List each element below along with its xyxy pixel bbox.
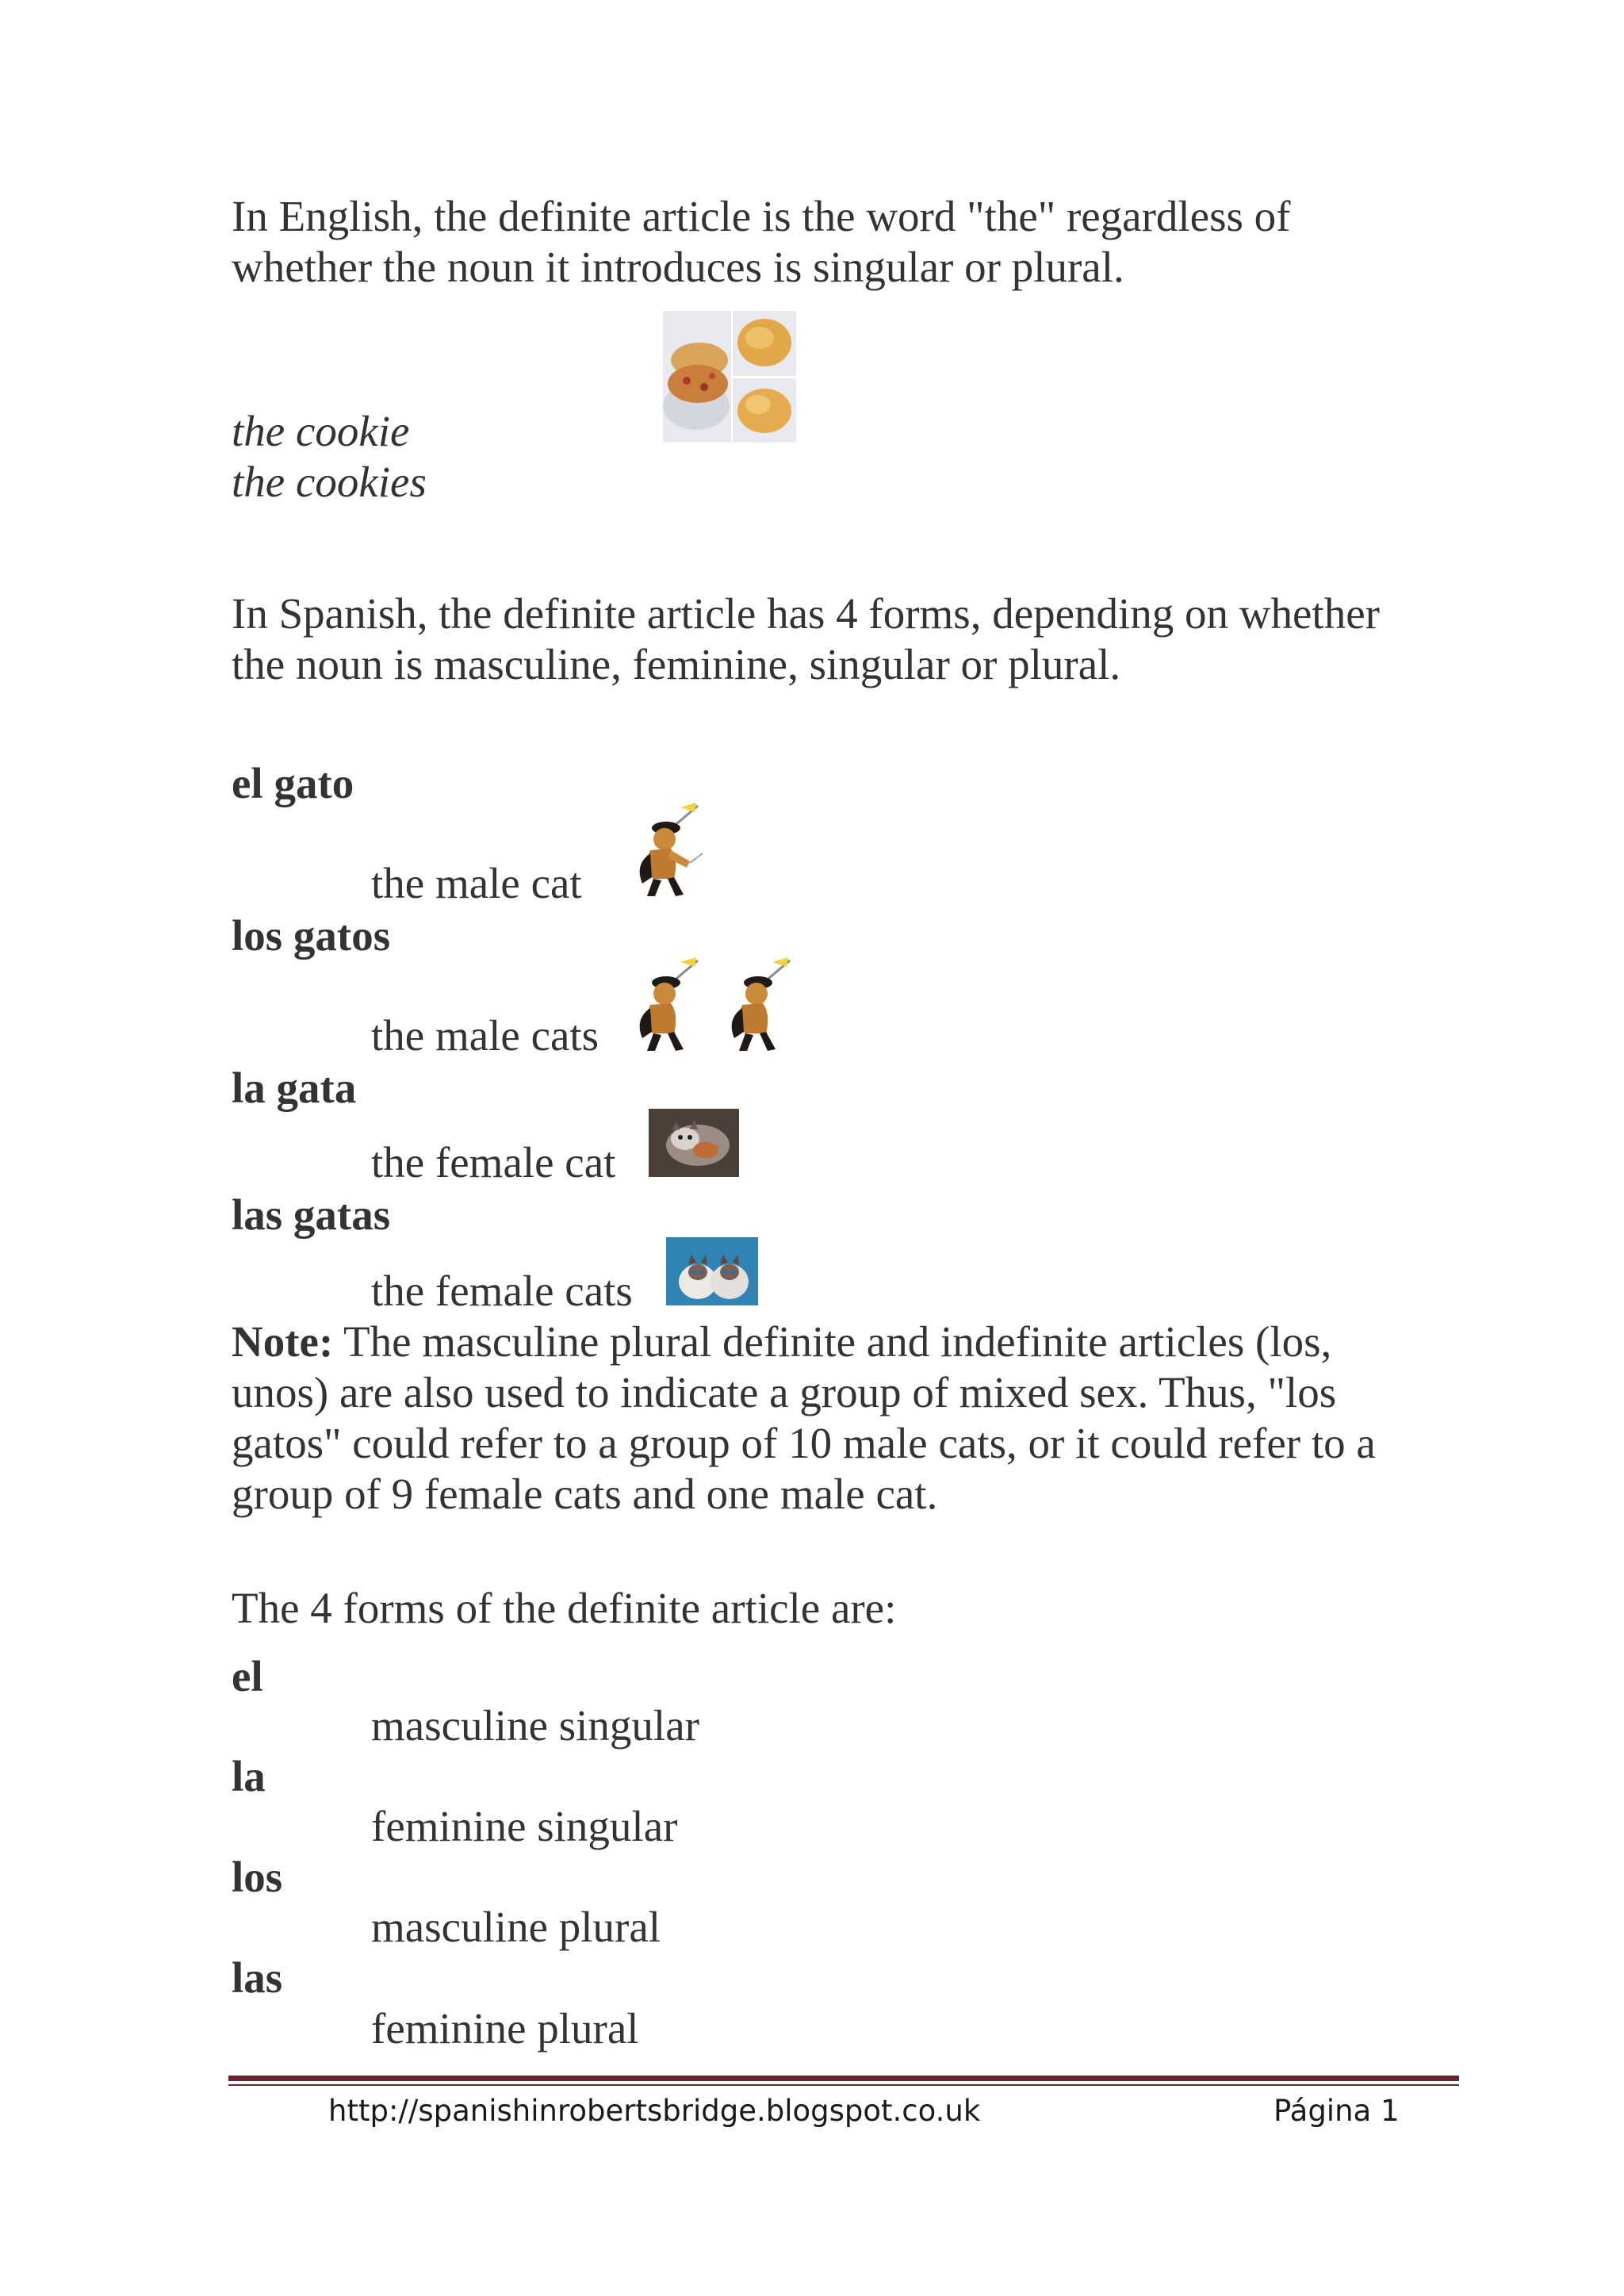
example-term-las-gatas: las gatas bbox=[232, 1190, 391, 1239]
example-meaning-male-cats: the male cats bbox=[371, 1011, 599, 1060]
form-desc-masculine-singular: masculine singular bbox=[371, 1701, 699, 1750]
example-the-cookie: the cookie bbox=[232, 407, 410, 455]
note-line-1-text: The masculine plural definite and indefinite articles (los, bbox=[333, 1317, 1332, 1366]
example-term-el-gato: el gato bbox=[232, 759, 354, 807]
female-cats-image bbox=[666, 1237, 758, 1305]
example-meaning-female-cat: the female cat bbox=[371, 1138, 616, 1186]
form-desc-feminine-plural: feminine plural bbox=[371, 2004, 639, 2053]
form-desc-feminine-singular: feminine singular bbox=[371, 1802, 678, 1850]
example-meaning-female-cats: the female cats bbox=[371, 1267, 633, 1315]
intro-line-2: whether the noun it introduces is singular or plural. bbox=[232, 243, 1124, 291]
female-cat-image bbox=[649, 1109, 739, 1177]
cookies-image bbox=[663, 311, 796, 443]
forms-intro: The 4 forms of the definite article are: bbox=[232, 1584, 897, 1632]
note-line-4: group of 9 female cats and one male cat. bbox=[232, 1470, 938, 1518]
form-article-las: las bbox=[232, 1953, 283, 2002]
note-line-3: gatos" could refer to a group of 10 male cats, or it could refer to a bbox=[232, 1419, 1376, 1467]
spanish-line-1: In Spanish, the definite article has 4 forms, depending on whether bbox=[232, 589, 1380, 638]
male-cat-image bbox=[619, 801, 706, 899]
example-term-los-gatos: los gatos bbox=[232, 911, 391, 960]
form-article-el: el bbox=[232, 1652, 263, 1700]
footer-page-number: Página 1 bbox=[1274, 2094, 1400, 2128]
note-line-1 bbox=[232, 1317, 1331, 1367]
male-cats-image bbox=[619, 956, 801, 1054]
example-the-cookies: the cookies bbox=[232, 458, 427, 506]
footer-url: http://spanishinrobertsbridge.blogspot.co.uk bbox=[328, 2094, 981, 2128]
note-line-2: unos) are also used to indicate a group of mixed sex. Thus, "los bbox=[232, 1368, 1337, 1416]
footer-rule-thin bbox=[228, 2084, 1459, 2086]
example-meaning-male-cat: the male cat bbox=[371, 859, 582, 907]
footer-rule bbox=[228, 2076, 1459, 2081]
form-desc-masculine-plural: masculine plural bbox=[371, 1903, 661, 1951]
example-term-la-gata: la gata bbox=[232, 1064, 357, 1112]
note-label: Note: bbox=[232, 1317, 334, 1366]
intro-line-1: In English, the definite article is the word "the" regardless of bbox=[232, 192, 1291, 240]
form-article-la: la bbox=[232, 1752, 266, 1800]
form-article-los: los bbox=[232, 1853, 283, 1901]
spanish-line-2: the noun is masculine, feminine, singular or plural. bbox=[232, 640, 1121, 688]
